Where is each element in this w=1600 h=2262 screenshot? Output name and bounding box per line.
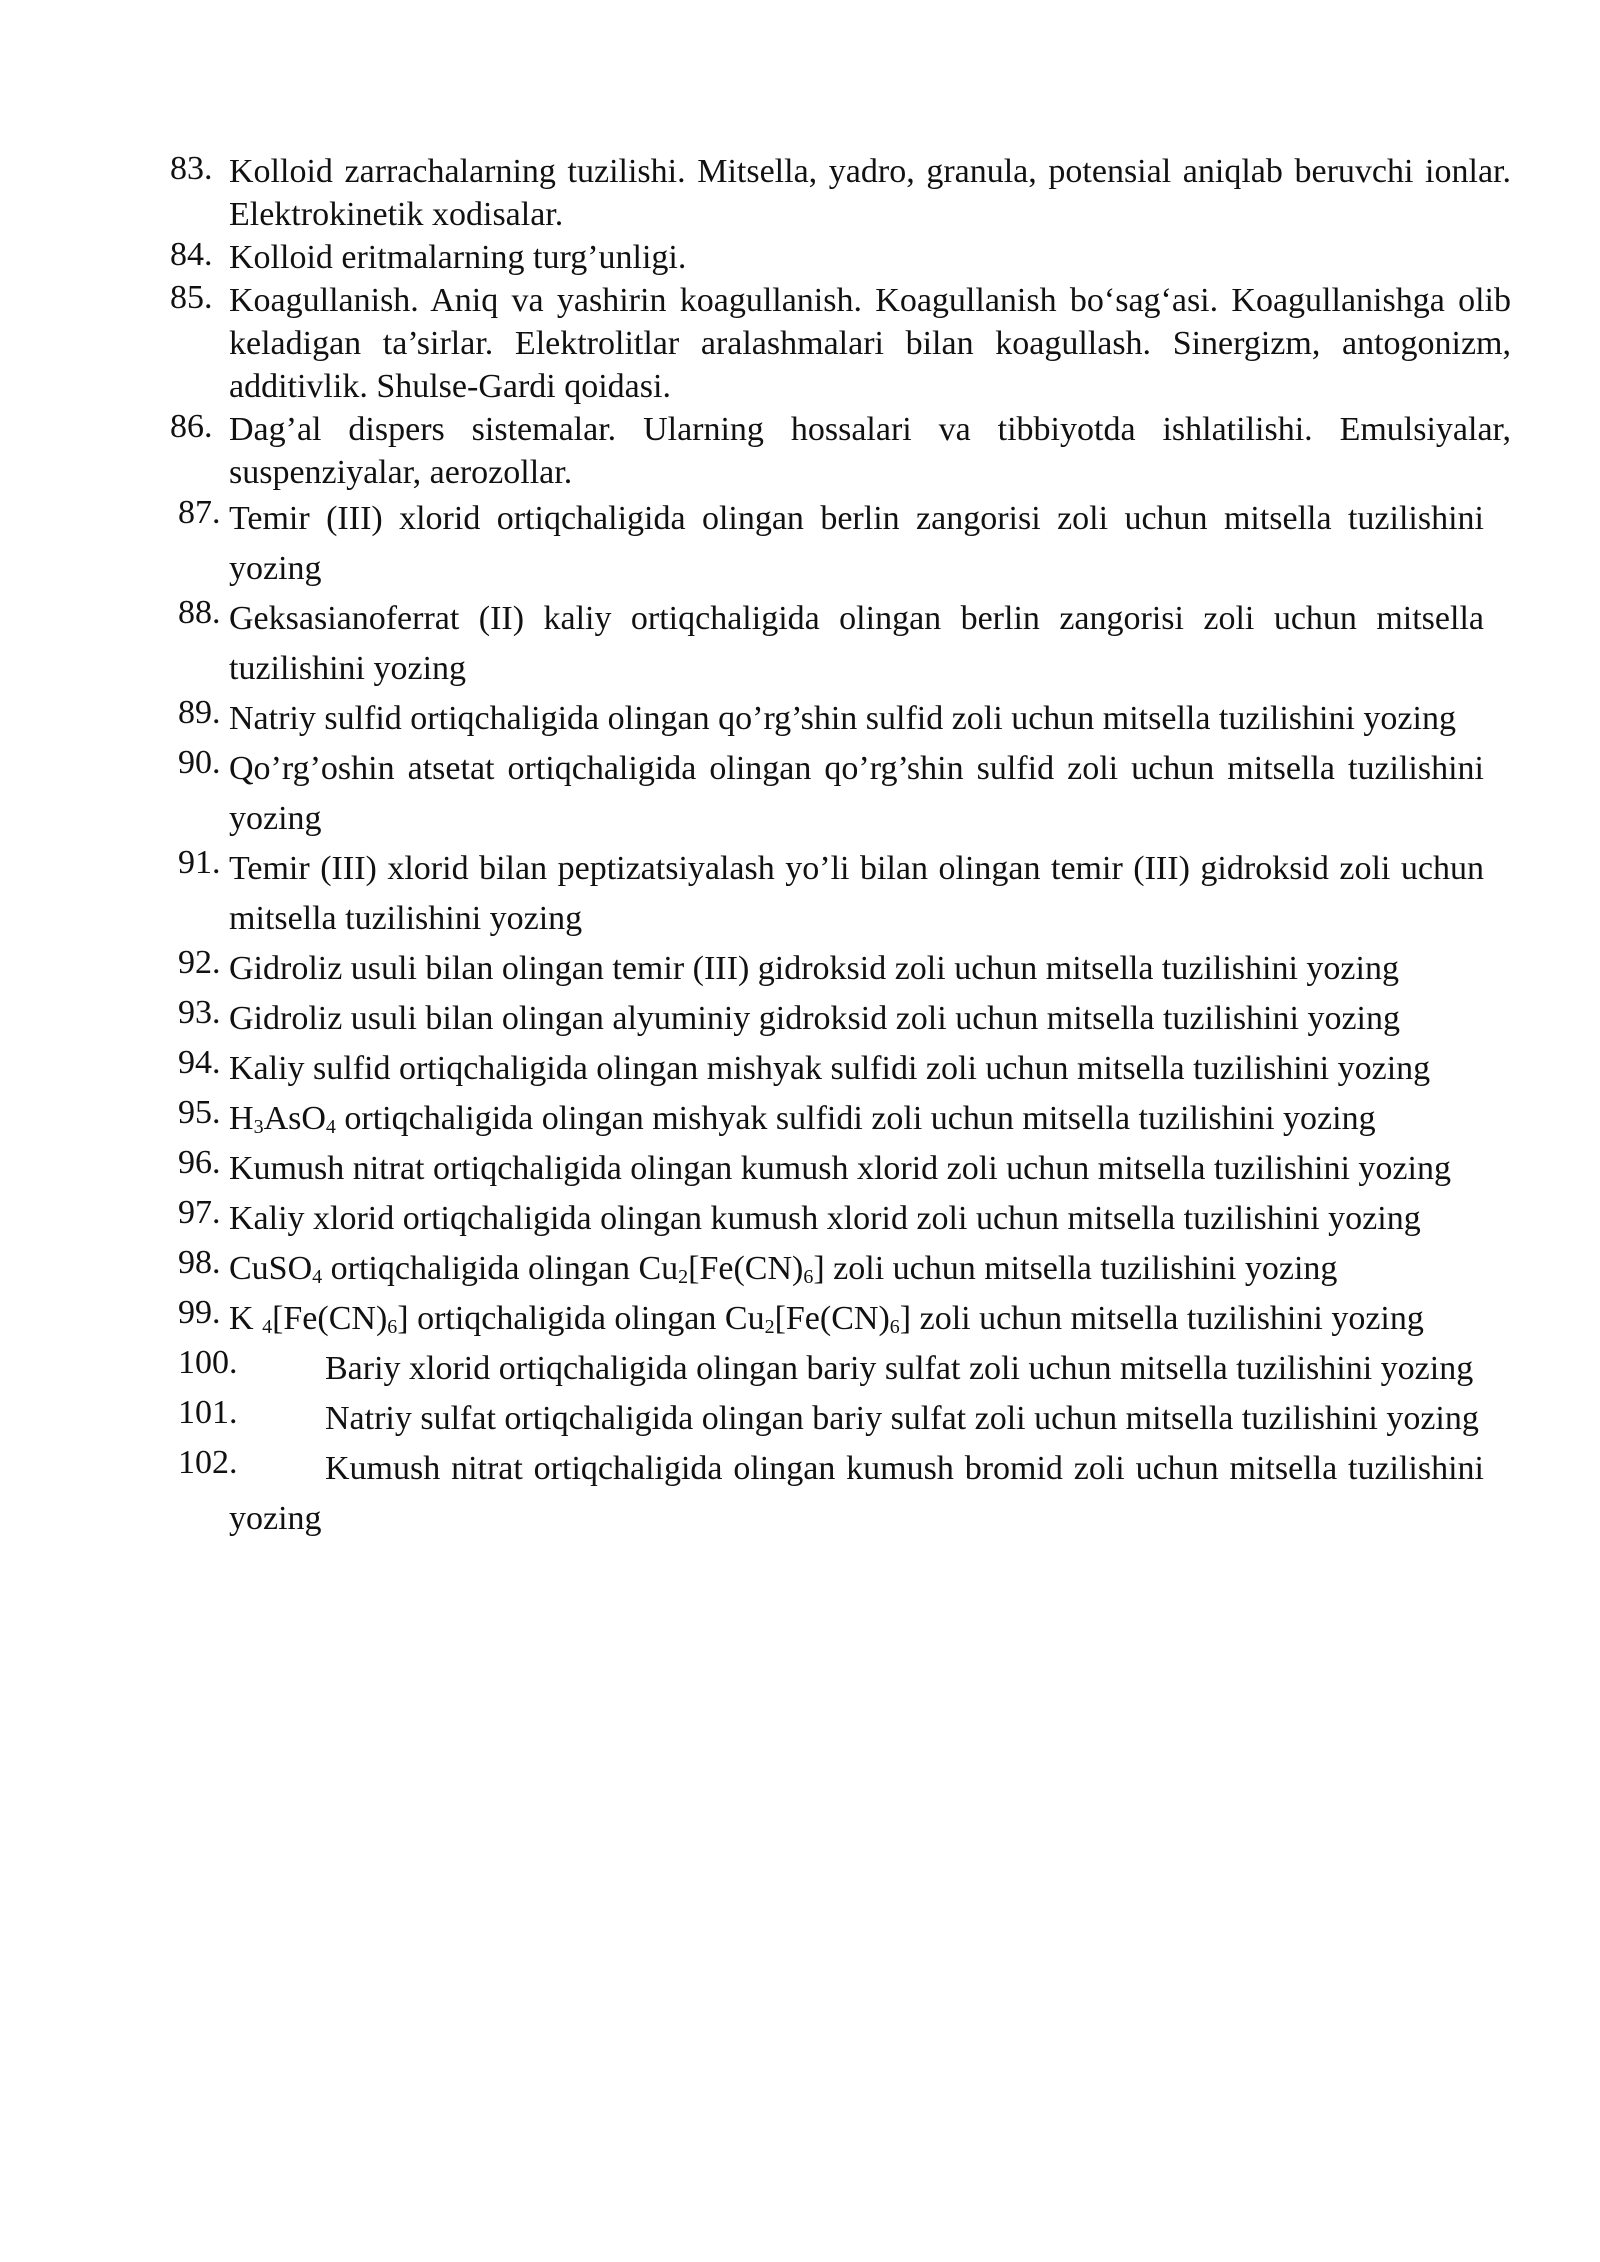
formula-subscript: 6 <box>387 1316 398 1338</box>
item-text: Geksasianoferrat (II) kaliy ortiqchaligida olingan berlin zangorisi zoli uchun mitsella tuzilishini yozing <box>229 600 1484 687</box>
list-item <box>0 1094 1600 1144</box>
text-part: ] zoli uchun mitsella tuzilishini yozing <box>899 1300 1424 1337</box>
formula-part: AsO <box>263 1100 326 1137</box>
item-text: Qo’rg’oshin atsetat ortiqchaligida olingan qo’rg’shin sulfid zoli uchun mitsella tuzilishini yozing <box>229 750 1484 837</box>
item-text <box>229 1094 1484 1144</box>
item-text: Kumush nitrat ortiqchaligida olingan kumush bromid zoli uchun mitsella tuzilishini yozing <box>229 1450 1484 1537</box>
list-item <box>0 494 1600 594</box>
item-number: 86. <box>170 408 213 445</box>
text-part: K <box>229 1300 263 1337</box>
item-number: 100. <box>178 1344 238 1381</box>
item-text: Kaliy sulfid ortiqchaligida olingan mishyak sulfidi zoli uchun mitsella tuzilishini yozing <box>229 1050 1431 1087</box>
list-item <box>0 1044 1600 1094</box>
formula-subscript: 2 <box>764 1316 775 1338</box>
item-number: 94. <box>178 1044 221 1081</box>
question-list <box>0 150 1600 1544</box>
item-text: Bariy xlorid ortiqchaligida olingan bariy sulfat zoli uchun mitsella tuzilishini yozing <box>325 1350 1474 1387</box>
item-number: 88. <box>178 594 221 631</box>
item-text: Kolloid eritmalarning turg’unligi. <box>229 239 687 276</box>
item-text: Temir (III) xlorid ortiqchaligida olingan berlin zangorisi zoli uchun mitsella tuzilishini yozing <box>229 500 1484 587</box>
text-part: [Fe(CN) <box>688 1250 804 1287</box>
item-text: Kolloid zarrachalarning tuzilishi. Mitsella, yadro, granula, potensial aniqlab beruvchi ionlar. Elektrokinetik xodisalar. <box>229 153 1511 233</box>
formula-part: H <box>229 1100 254 1137</box>
item-number: 84. <box>170 236 213 273</box>
list-item <box>0 1394 1600 1444</box>
item-number: 90. <box>178 744 221 781</box>
list-item <box>0 1344 1600 1394</box>
item-number: 91. <box>178 844 221 881</box>
item-text: Koagullanish. Aniq va yashirin koagullanish. Koagullanish bo‘sag‘asi. Koagullanishga olib keladigan ta’sirlar. Elektrolitlar aralashmalari bilan koagullash. Sinergizm, antogonizm, additivlik. Shulse-Gardi qoidasi. <box>229 282 1511 405</box>
formula-subscript: 2 <box>678 1266 689 1288</box>
item-text: Gidroliz usuli bilan olingan temir (III) gidroksid zoli uchun mitsella tuzilishini yozing <box>229 950 1399 987</box>
item-text: Dag’al dispers sistemalar. Ularning hossalari va tibbiyotda ishlatilishi. Emulsiyalar, suspenziyalar, aerozollar. <box>229 411 1511 491</box>
list-item <box>0 694 1600 744</box>
item-text <box>229 1244 1484 1294</box>
list-item <box>0 1194 1600 1244</box>
item-number: 97. <box>178 1194 221 1231</box>
text-part: ] ortiqchaligida olingan Cu <box>397 1300 765 1337</box>
list-item <box>0 744 1600 844</box>
item-number: 96. <box>178 1144 221 1181</box>
item-number: 95. <box>178 1094 221 1131</box>
item-text-rest: ortiqchaligida olingan mishyak sulfidi zoli uchun mitsella tuzilishini yozing <box>335 1100 1376 1137</box>
list-item <box>0 236 1600 279</box>
list-item <box>0 408 1600 494</box>
list-item <box>0 1144 1600 1194</box>
item-text: Gidroliz usuli bilan olingan alyuminiy gidroksid zoli uchun mitsella tuzilishini yozing <box>229 1000 1400 1037</box>
list-item <box>0 150 1600 236</box>
item-text <box>229 1294 1484 1344</box>
item-text: Natriy sulfat ortiqchaligida olingan bariy sulfat zoli uchun mitsella tuzilishini yozing <box>325 1400 1479 1437</box>
item-number: 101. <box>178 1394 238 1431</box>
item-number: 89. <box>178 694 221 731</box>
formula-subscript: 4 <box>325 1116 336 1138</box>
item-number: 99. <box>178 1294 221 1331</box>
list-item <box>0 594 1600 694</box>
item-text: Temir (III) xlorid bilan peptizatsiyalash yo’li bilan olingan temir (III) gidroksid zoli uchun mitsella tuzilishini yozing <box>229 850 1484 937</box>
list-item <box>0 1244 1600 1294</box>
text-part: ortiqchaligida olingan Cu <box>322 1250 679 1287</box>
item-number: 102. <box>178 1444 238 1481</box>
list-item <box>0 1294 1600 1344</box>
item-text: Natriy sulfid ortiqchaligida olingan qo’rg’shin sulfid zoli uchun mitsella tuzilishini yozing <box>229 700 1456 737</box>
item-number: 93. <box>178 994 221 1031</box>
item-number: 98. <box>178 1244 221 1281</box>
list-item <box>0 279 1600 408</box>
formula-subscript: 4 <box>312 1266 323 1288</box>
formula-subscript: 6 <box>889 1316 900 1338</box>
list-item <box>0 994 1600 1044</box>
list-item <box>0 1444 1600 1544</box>
text-part: CuSO <box>229 1250 313 1287</box>
formula-subscript: 6 <box>803 1266 814 1288</box>
text-part: [Fe(CN) <box>774 1300 890 1337</box>
list-item <box>0 844 1600 944</box>
item-number: 92. <box>178 944 221 981</box>
text-part: [Fe(CN) <box>272 1300 388 1337</box>
item-number: 83. <box>170 150 213 187</box>
item-text: Kumush nitrat ortiqchaligida olingan kumush xlorid zoli uchun mitsella tuzilishini yozing <box>229 1150 1451 1187</box>
text-part: ] zoli uchun mitsella tuzilishini yozing <box>813 1250 1338 1287</box>
formula-subscript: 4 <box>262 1316 273 1338</box>
formula-subscript: 3 <box>253 1116 264 1138</box>
list-item <box>0 944 1600 994</box>
item-number: 85. <box>170 279 213 316</box>
item-number: 87. <box>178 494 221 531</box>
item-text: Kaliy xlorid ortiqchaligida olingan kumush xlorid zoli uchun mitsella tuzilishini yozing <box>229 1200 1421 1237</box>
